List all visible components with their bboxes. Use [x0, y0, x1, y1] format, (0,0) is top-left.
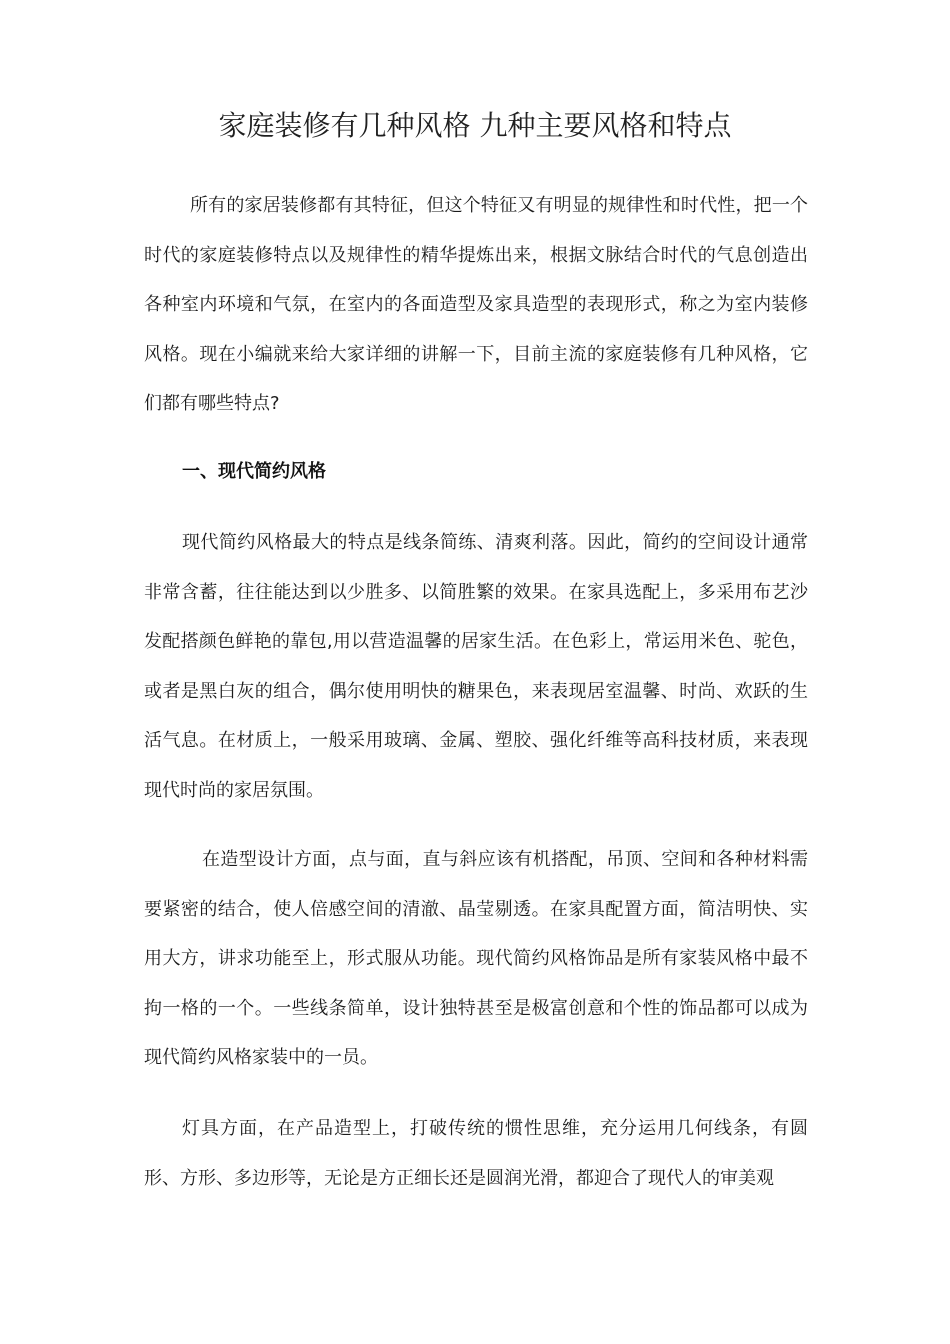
body-paragraph: 现代简约风格最大的特点是线条简练、清爽利落。因此，简约的空间设计通常非常含蓄，往往能达到以少胜多、以简胜繁的效果。在家具选配上，多采用布艺沙发配搭颜色鲜艳的靠包,用以营造温馨的居家生活。在色彩上，常运用米色、驼色，或者是黑白灰的组合，偶尔使用明快的糖果色，来表现居室温馨、时尚、欢跃的生活气息。在材质上，一般采用玻璃、金属、塑胶、强化纤维等高科技材质，来表现现代时尚的家居氛围。 — [144, 532, 808, 801]
section-heading: 一、现代简约风格 — [182, 461, 326, 482]
document-title: 家庭装修有几种风格 九种主要风格和特点 — [218, 109, 732, 142]
body-paragraph: 在造型设计方面，点与面，直与斜应该有机搭配，吊顶、空间和各种材料需要紧密的结合，使人倍感空间的清澈、晶莹剔透。在家具配置方面，简洁明快、实用大方，讲求功能至上，形式服从功能。现代简约风格饰品是所有家装风格中最不拘一格的一个。一些线条简单，设计独特甚至是极富创意和个性的饰品都可以成为现代简约风格家装中的一员。 — [144, 849, 808, 1068]
intro-paragraph: 所有的家居装修都有其特征，但这个特征又有明显的规律性和时代性，把一个时代的家庭装修特点以及规律性的精华提炼出来，根据文脉结合时代的气息创造出各种室内环境和气氛，在室内的各面造型及家具造型的表现形式，称之为室内装修风格。现在小编就来给大家详细的讲解一下，目前主流的家庭装修有几种风格，它们都有哪些特点? — [144, 195, 808, 414]
body-paragraph: 灯具方面，在产品造型上，打破传统的惯性思维，充分运用几何线条，有圆形、方形、多边形等，无论是方正细长还是圆润光滑，都迎合了现代人的审美观 — [144, 1118, 808, 1189]
